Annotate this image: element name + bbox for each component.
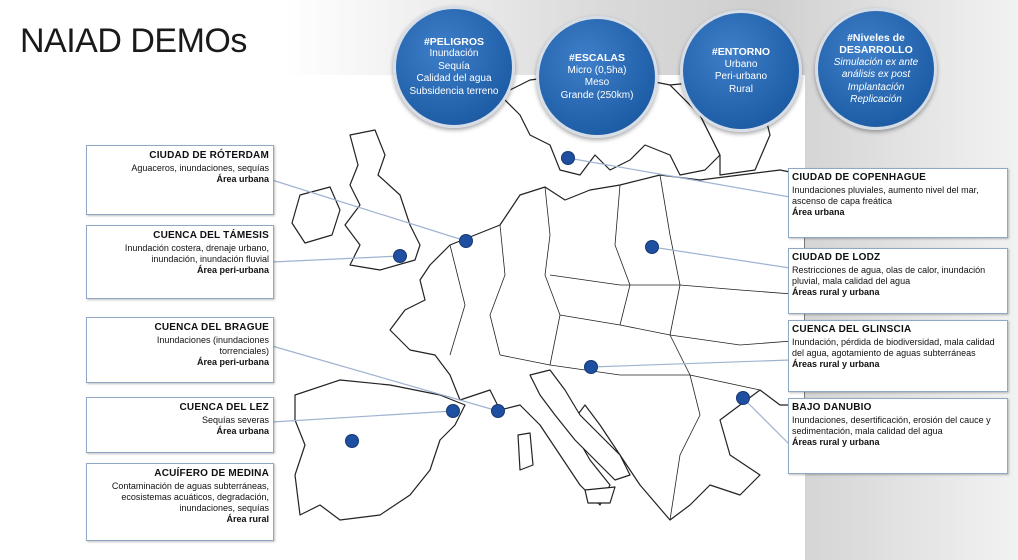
demo-description: Inundaciones, desertificación, erosión del cauce y sedimentación, mala calidad del agua <box>792 415 991 436</box>
page-title: NAIAD DEMOs <box>20 22 247 60</box>
demo-description: Inundación costera, drenaje urbano, inundación, inundación fluvial <box>124 243 269 264</box>
europe-map <box>200 75 805 560</box>
europe-map-outline <box>200 75 805 560</box>
marker-brague[interactable] <box>492 405 504 417</box>
marker-roterdam[interactable] <box>460 235 472 247</box>
demo-card-roterdam[interactable] <box>86 145 274 215</box>
bubble-line: Replicación <box>850 94 902 105</box>
demo-area: Área urbana <box>792 207 845 217</box>
bubble-peligros-title: #PELIGROS <box>423 35 485 48</box>
bubble-escalas-title: #ESCALAS <box>568 52 625 64</box>
demo-title: CIUDAD DE COPENHAGUE <box>792 172 927 183</box>
demo-title: CUENCA DEL TÁMESIS <box>153 230 269 241</box>
demo-card-medina[interactable] <box>86 463 274 541</box>
marker-danubio[interactable] <box>737 392 749 404</box>
bubble-entorno-title: #ENTORNO <box>711 46 771 58</box>
bubble-line: Peri-urbano <box>714 71 768 82</box>
bubble-line: Rural <box>729 83 753 95</box>
demo-area: Área peri-urbana <box>196 357 269 367</box>
bubble-line: Micro (0,5ha) <box>567 64 627 76</box>
marker-copenhague[interactable] <box>562 152 574 164</box>
demo-card-tamesis[interactable] <box>86 225 274 299</box>
demo-title: ACUÍFERO DE MEDINA <box>154 468 269 479</box>
iberia-shape <box>295 380 465 520</box>
demo-title: CUENCA DEL GLINSCIA <box>792 324 912 335</box>
bubble-line: Sequía <box>438 60 470 72</box>
marker-lodz[interactable] <box>646 241 658 253</box>
demo-title: BAJO DANUBIO <box>792 402 872 413</box>
demo-card-lez[interactable] <box>86 397 274 453</box>
bubble-line: Inundación <box>429 48 479 60</box>
demo-description: Aguaceros, inundaciones, sequías <box>131 163 269 173</box>
ireland-shape <box>292 187 340 243</box>
marker-medina[interactable] <box>346 435 358 447</box>
demo-description: Inundaciones pluviales, aumento nivel del mar, ascenso de capa freática <box>792 185 979 206</box>
demo-title: CIUDAD DE LODZ <box>792 252 881 263</box>
demo-description: Inundación, pérdida de biodiversidad, mala calidad del agua, agotamiento de aguas subterráneas <box>792 337 995 358</box>
bubble-line: Grande (250km) <box>560 89 634 101</box>
demo-area: Área peri-urbana <box>196 265 269 275</box>
bubble-line: Urbano <box>724 58 758 70</box>
demo-card-brague[interactable] <box>86 317 274 383</box>
demo-area: Áreas rural y urbana <box>792 359 880 369</box>
demo-description: Restricciones de agua, olas de calor, inundación pluvial, mala calidad del agua <box>792 265 986 286</box>
bubble-line: Implantación <box>847 81 905 93</box>
marker-lez[interactable] <box>447 405 459 417</box>
bubble-line: Simulación ex ante <box>833 56 919 68</box>
bubble-escalas <box>536 16 658 138</box>
demo-title: CUENCA DEL LEZ <box>179 402 269 413</box>
sardinia-shape <box>518 433 533 470</box>
marker-glinscia[interactable] <box>585 361 597 373</box>
demo-description: Contaminación de aguas subterráneas, ecosistemas acuáticos, degradación, inundaciones, sequías <box>111 481 269 513</box>
sicily-shape <box>585 487 615 503</box>
bubble-line: análisis ex post <box>841 69 911 80</box>
marker-tamesis[interactable] <box>394 250 406 262</box>
demo-title: CIUDAD DE RÓTERDAM <box>149 150 269 161</box>
bubble-peligros <box>393 6 515 128</box>
demo-card-lodz[interactable] <box>788 248 1008 314</box>
bubble-entorno <box>680 10 802 132</box>
bubble-niveles <box>815 8 937 130</box>
demo-description: Inundaciones (inundaciones torrenciales) <box>156 335 269 356</box>
demo-description: Sequías severas <box>201 415 269 425</box>
demo-card-danubio[interactable] <box>788 398 1008 474</box>
bubble-line: Calidad del agua <box>416 73 492 85</box>
demo-area: Área urbana <box>216 174 269 184</box>
great-britain-shape <box>345 130 420 270</box>
demo-area: Área urbana <box>216 426 269 436</box>
bubble-line: Meso <box>584 77 610 88</box>
demo-area: Áreas rural y urbana <box>792 287 880 297</box>
bubble-line: Subsidencia terreno <box>409 85 499 97</box>
demo-card-copenhague[interactable] <box>788 168 1008 238</box>
demo-card-glinscia[interactable] <box>788 320 1008 392</box>
bubble-niveles-title: #Niveles de DESARROLLO <box>839 31 913 56</box>
demo-area: Áreas rural y urbana <box>792 437 880 447</box>
demo-title: CUENCA DEL BRAGUE <box>154 322 269 333</box>
demo-area: Área rural <box>226 514 269 524</box>
